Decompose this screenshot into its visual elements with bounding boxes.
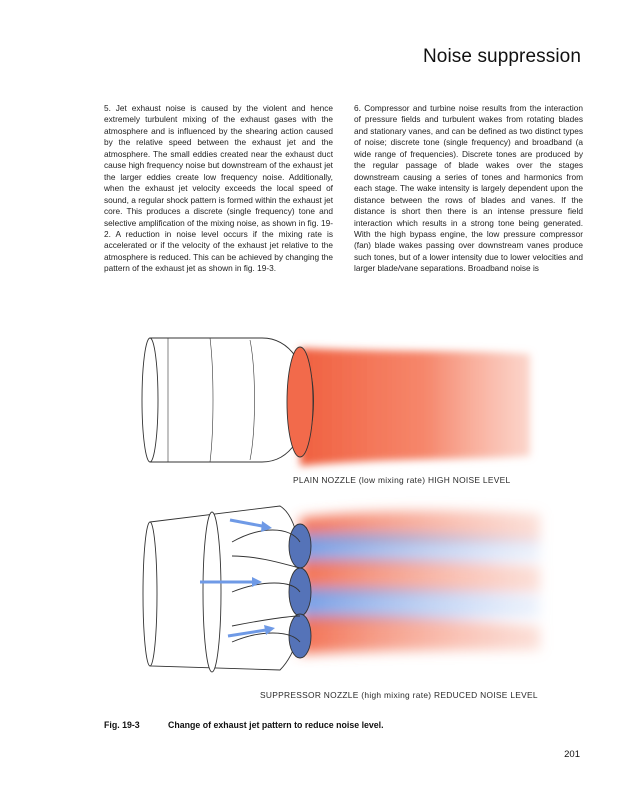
plain-nozzle: [142, 338, 314, 462]
caption-number: Fig. 19-3: [104, 720, 140, 730]
paragraph-6: 6. Compressor and turbine noise results from the interaction of pressure fields and turbulent wakes from rotating blades and stationary vanes, and can be defined as two distinct types of noise; discrete tone (single frequency) and broadband (a wide range of frequencies). Discrete tones are produced by the regular passage of blade wakes over the stages downstream causing a series of tones and harmonics from each stage. The wake intensity is largely dependent upon the distance between the rows of blades and vanes. If the distance is short then there is an intense pressure field interaction which results in a strong tone being generated. With the high bypass engine, the low pressure compressor (fan) blade wakes passing over downstream vanes produce such tones, but of a lower intensity due to lower velocities and larger blade/vane separations. Broadband noise is: [354, 103, 583, 274]
nozzle-illustration: [0, 330, 617, 710]
page-number: 201: [564, 749, 580, 760]
figure-19-3: [0, 330, 617, 710]
suppressor-nozzle-label: SUPPRESSOR NOZZLE (high mixing rate) REDUCED NOISE LEVEL: [260, 690, 538, 700]
suppressor-nozzle: [143, 506, 311, 672]
caption-text: Change of exhaust jet pattern to reduce noise level.: [168, 720, 384, 730]
paragraph-5: 5. Jet exhaust noise is caused by the violent and hence extremely turbulent mixing of the exhaust gases with the atmosphere and is influenced by the shearing action caused by the relative speed between the exhaust jet and the atmosphere. The small eddies created near the exhaust duct cause high frequency noise but downstream of the exhaust jet the larger eddies create low frequency noise. Additionally, when the exhaust jet velocity exceeds the local speed of sound, a regular shock pattern is formed within the exhaust jet core. This produces a discrete (single frequency) tone and selective amplification of the mixing noise, as shown in fig. 19-2. A reduction in noise level occurs if the mixing rate is accelerated or if the velocity of the exhaust jet relative to the atmosphere is reduced. This can be achieved by changing the pattern of the exhaust jet as shown in fig. 19-3.: [104, 103, 333, 274]
figure-caption: [104, 720, 384, 730]
suppressor-plume: [300, 511, 540, 654]
page-title: Noise suppression: [422, 46, 581, 67]
plain-nozzle-label: PLAIN NOZZLE (low mixing rate) HIGH NOISE LEVEL: [293, 475, 511, 485]
plain-nozzle-plume: [300, 348, 530, 466]
